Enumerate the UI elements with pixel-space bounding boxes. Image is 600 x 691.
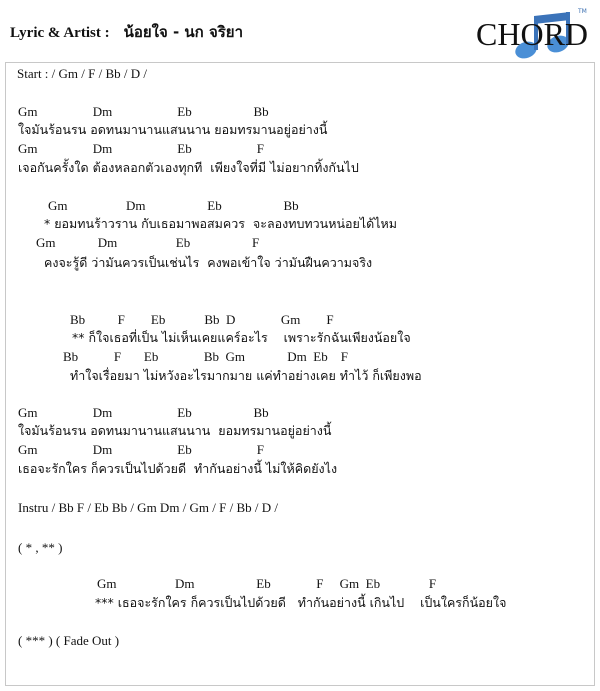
lyric-line: เจอกันครั้งใด ต้องหลอกตัวเองทุกที เพียงใจที่มี ไม่อยากทิ้งกันไป <box>18 160 359 175</box>
chord-line: Bb F Eb Bb D Gm F <box>70 312 334 327</box>
chord-line: Gm Dm Eb F <box>18 141 264 156</box>
chord-line: Gm Dm Eb Bb <box>48 198 299 213</box>
chord-logo <box>474 6 594 58</box>
lyric-line: * ยอมทนร้าวราน กับเธอมาพอสมควร จะลองทบทวนหน่อยได้ไหม <box>44 216 397 231</box>
chord-line: Gm Dm Eb F <box>18 442 264 457</box>
chord-line: Gm Dm Eb Bb <box>18 104 269 119</box>
lyric-line: *** เธอจะรักใคร ก็ควรเป็นไปด้วยดี ทำกันอย่างนี้ เกินไป เป็นใครก็น้อยใจ <box>95 595 507 610</box>
fade-out-line: ( *** ) ( Fade Out ) <box>18 633 120 648</box>
lyric-line: ใจมันร้อนรน อดทนมานานแสนนาน ยอมทรมานอยู่อย่างนี้ <box>18 122 328 137</box>
chord-line: Gm Dm Eb F Gm Eb F <box>97 576 437 591</box>
logo-text: CHORD <box>476 16 589 52</box>
lyric-artist-label: Lyric & Artist : <box>10 25 110 41</box>
lyric-line: เธอจะรักใคร ก็ควรเป็นไปด้วยดี ทำกันอย่างนี้ ไม่ให้คิดยังไง <box>18 461 338 476</box>
repeat-line: ( * , ** ) <box>18 540 63 555</box>
chord-line: Gm Dm Eb Bb <box>18 405 269 420</box>
header <box>0 0 600 62</box>
lyric-line: คงจะรู้ดี ว่ามันควรเป็นเช่นไร คงพอเข้าใจ ว่ามันฝืนความจริง <box>44 255 373 270</box>
instru-line: Instru / Bb F / Eb Bb / Gm Dm / Gm / F / Bb / D / <box>18 500 279 515</box>
start-line: Start : / Gm / F / Bb / D / <box>17 66 148 81</box>
lyric-line: ใจมันร้อนรน อดทนมานานแสนนาน ยอมทรมานอยู่อย่างนี้ <box>18 423 332 438</box>
song-name: น้อยใจ - นก จริยา <box>123 23 244 41</box>
trademark: TM <box>578 8 587 15</box>
song-title <box>10 20 243 44</box>
lyric-line: ทำใจเรื่อยมา ไม่หวังอะไรมากมาย แค่ทำอย่างเคย ทำไว้ ก็เพียงพอ <box>70 368 422 383</box>
lyric-line: ** ก็ใจเธอที่เป็น ไม่เห็นเคยแคร์อะไร เพราะรักฉันเพียงน้อยใจ <box>72 330 411 345</box>
chord-line: Bb F Eb Bb Gm Dm Eb F <box>63 349 348 364</box>
chord-line: Gm Dm Eb F <box>36 235 260 250</box>
